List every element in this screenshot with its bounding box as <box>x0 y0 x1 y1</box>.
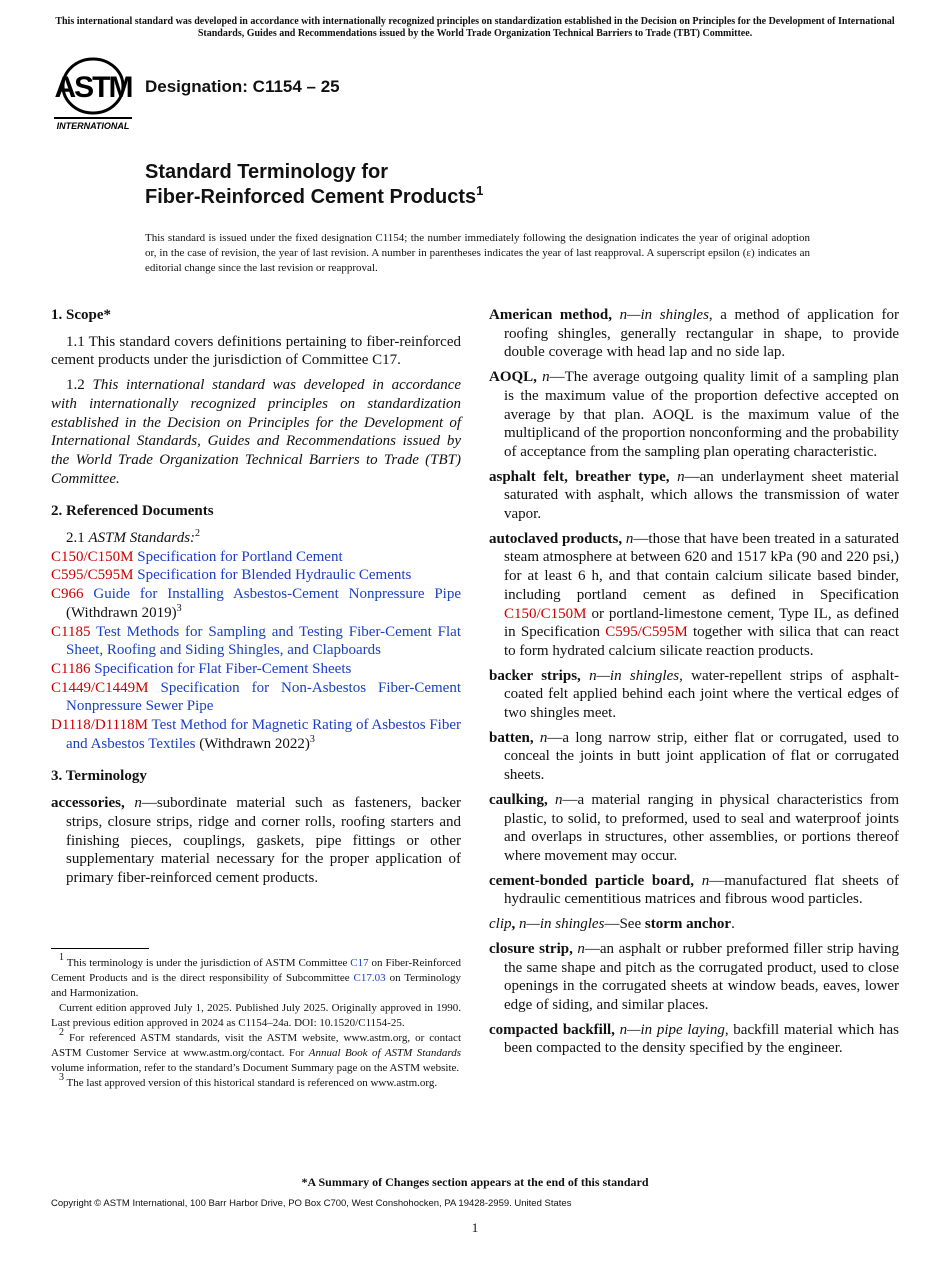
scope-1-2 <box>51 376 461 488</box>
term-aoql <box>489 368 899 462</box>
term-definition: , water-repellent strips of asphalt-coated felt applied behind each joint where the vertical edges of two shingles meet. <box>504 667 899 722</box>
reference-item[interactable] <box>51 585 461 622</box>
reference-title[interactable]: Specification for Non-Asbestos Fiber-Cement Nonpressure Sewer Pipe <box>66 679 462 715</box>
term-definition: —a material ranging in physical characteristics from plastic, to solid, to preformed, used to seal and waterproof joints and overlaps in structures, other assemblies, or portions thereof where movement may occur. <box>504 791 899 864</box>
top-notice: This international standard was developed in accordance with internationally recognized principles on standardization established in the Decision on Principles for the Development of International Standards, Guides and Recommendations issued by the World Trade Organization Technical Barriers to Trade (TBT) Committee. <box>55 16 895 39</box>
term-pos: n <box>701 872 710 889</box>
reference-link[interactable]: C595/C595M <box>605 624 688 641</box>
scope-1-2-num: 1.2 <box>66 377 93 394</box>
term-definition: —an underlayment sheet material saturated with asphalt, which allows the transmission of water vapor. <box>504 468 900 523</box>
scope-heading: 1. Scope* <box>51 307 111 323</box>
reference-code[interactable]: C595/C595M <box>51 567 134 584</box>
term-name: compacted backfill, <box>489 1021 615 1038</box>
logo-text: INTERNATIONAL <box>56 121 130 131</box>
reference-item[interactable] <box>51 566 461 585</box>
term-closure-strip <box>489 940 899 1015</box>
term-context: —in shingles <box>596 667 680 684</box>
terminology-heading: 3. Terminology <box>51 768 147 785</box>
term-pos: n <box>677 468 685 485</box>
footnote-text: volume information, refer to the standard’s Document Summary page on the ASTM website. <box>51 1062 460 1074</box>
reference-item[interactable] <box>51 716 461 753</box>
term-pos: n <box>555 791 563 808</box>
subcommittee-link[interactable]: C17.03 <box>353 972 386 984</box>
committee-link[interactable]: C17 <box>350 957 369 969</box>
term-pos: n <box>542 369 550 386</box>
term-name: AOQL, <box>489 369 537 386</box>
footnote-mark: 3 <box>309 733 315 745</box>
withdrawn-note: (Withdrawn 2022) <box>195 735 310 752</box>
withdrawn-note: (Withdrawn 2019) <box>66 604 177 621</box>
footnote-mark: 2 <box>59 1027 64 1038</box>
footnote-text: For referenced ASTM standards, visit the ASTM website, www.astm.org, or contact ASTM Customer Service at www.astm.org/contact. For <box>51 1032 461 1059</box>
title-footnote-mark: 1 <box>476 183 484 198</box>
footnote-mark: 1 <box>59 952 64 963</box>
term-context: —in shingles <box>627 307 709 323</box>
term-context: —in pipe laying <box>627 1021 725 1038</box>
term-backer-strips <box>489 667 899 723</box>
issue-note: This standard is issued under the fixed designation C1154; the number immediately following the designation indicates the year of original adoption or, in the case of revision, the year of last revision. A number in parentheses indicates the year of last reapproval. A superscript epsilon (ε) indicates an editorial change since the last revision or reapproval. <box>145 232 810 274</box>
term-definition: —The average outgoing quality limit of a sampling plan is the maximum value of the proportion defective accepted on average by that plan. AOQL is the maximum value of the multiplicand of the proportion nonconforming and the probability of acceptance from the sampling plan operating characteristic. <box>504 369 900 460</box>
reference-code[interactable]: C150/C150M <box>51 548 134 565</box>
see-term: storm anchor <box>644 916 732 933</box>
term-asphalt-felt <box>489 468 899 524</box>
reference-title[interactable]: Specification for Blended Hydraulic Cements <box>137 567 412 584</box>
astm-standards-label: ASTM Standards: <box>88 530 196 547</box>
term-batten <box>489 729 899 785</box>
term-pos: n <box>519 916 527 933</box>
footnote-mark: 3 <box>59 1072 64 1083</box>
reference-title[interactable]: Guide for Installing Asbestos-Cement Nonpressure Pipe <box>93 586 462 603</box>
term-caulking <box>489 791 899 866</box>
term-pos: n <box>539 729 548 746</box>
term-definition: —manufactured flat sheets of hydraulic cementitious matrices and fibrous wood particles. <box>504 872 899 908</box>
footnote-text: The last approved version of this historical standard is referenced on www.astm.org. <box>64 1077 438 1089</box>
term-compacted-backfill <box>489 1021 899 1058</box>
term-name: autoclaved products, <box>489 530 623 547</box>
designation: Designation: C1154 – 25 <box>145 77 340 96</box>
footnote-divider <box>51 948 149 949</box>
reference-code[interactable]: C966 <box>51 586 84 603</box>
term-definition: together with silica that can react to form hydrated calcium silicate reaction products. <box>504 624 899 659</box>
reference-code[interactable]: C1185 <box>51 623 91 640</box>
reference-item[interactable] <box>51 660 461 679</box>
summary-of-changes-note: *A Summary of Changes section appears at the end of this standard <box>301 1175 649 1189</box>
term-name: batten, <box>489 729 534 746</box>
term-pos: n <box>577 940 585 957</box>
title-line-2-text: Fiber-Reinforced Cement Products <box>145 186 477 208</box>
term-clip <box>489 915 899 934</box>
reference-title[interactable]: Test Methods for Sampling and Testing Fiber-Cement Flat Sheet, Roofing and Siding Shingles, and Clapboards <box>66 623 461 659</box>
astm-standards-subheading <box>51 529 461 548</box>
term-american-method <box>489 306 899 362</box>
term-pos: n <box>134 795 142 812</box>
term-comma: , <box>511 916 516 933</box>
term-end: . <box>731 916 735 933</box>
footnote-italic: Annual Book of ASTM Standards <box>308 1047 461 1059</box>
footnote-2 <box>51 1027 461 1076</box>
term-name: caulking, <box>489 791 548 808</box>
term-name: backer strips, <box>489 667 581 684</box>
astm-logo <box>52 55 134 131</box>
footnote-text: on Terminology and Harmonization. <box>51 972 462 999</box>
reference-code[interactable]: D1118/D1118M <box>51 717 148 734</box>
reference-item[interactable] <box>51 548 461 567</box>
reference-code[interactable]: C1449/C1449M <box>51 679 149 696</box>
term-name: clip <box>489 916 512 933</box>
term-name: cement-bonded particle board, <box>489 872 695 889</box>
copyright: Copyright © ASTM International, 100 Barr Harbor Drive, PO Box C700, West Conshohocken, PA 19428-2959. United States <box>51 1198 572 1209</box>
term-name: American method, <box>489 307 613 323</box>
term-pos: n <box>619 1021 628 1038</box>
footnote-text: on Fiber-Reinforced Cement Products and is the direct responsibility of Subcommittee <box>51 957 461 984</box>
term-name: accessories, <box>51 795 125 812</box>
referenced-heading: 2. Referenced Documents <box>51 503 214 520</box>
right-column <box>489 306 899 1064</box>
term-definition: —those that have been treated in a saturated steam atmosphere at between 620 and 1517 kPa (90 and 220 psi,) for at least 6 h, and that contain calcium silicate based binder, including portland cement as defined in Specification <box>504 530 899 603</box>
document-title <box>145 160 483 210</box>
title-line-2 <box>145 185 483 210</box>
reference-item[interactable] <box>51 679 461 716</box>
term-definition: —a long narrow strip, either flat or corrugated, used to conceal the joints in butt joint application of flat or corrugated sheets. <box>504 729 900 784</box>
term-definition: or portland-limestone cement, Type IL, as defined in Specification <box>504 605 899 641</box>
term-autoclaved-products <box>489 530 899 661</box>
term-pos: n <box>619 307 628 323</box>
reference-code[interactable]: C1186 <box>51 660 91 677</box>
scope-1-2-text: This international standard was developed in accordance with internationally recognized principles on standardization established in the Decision on Principles for the Development of International Standards, Guides and Recommendations issued by the World Trade Organization Technical Barriers to Trade (TBT) Committee. <box>51 377 462 487</box>
term-definition: , a method of application for roofing shingles, generally rectangular in shape, to provide double coverage with head lap and no side lap. <box>504 307 899 361</box>
footnote-text: This terminology is under the jurisdiction of ASTM Committee <box>64 957 351 969</box>
term-definition: —subordinate material such as fasteners, backer strips, closure strips, ridge and corner rolls, roofing starters and finishing pieces, couplings, gaskets, pipe fittings or other supplementary material necessary for the proper application of primary fiber-reinforced cement products. <box>66 795 461 886</box>
scope-1-1: 1.1 This standard covers definitions pertaining to fiber-reinforced cement products under the jurisdiction of Committee C17. <box>51 333 461 369</box>
astm-standards-num: 2.1 <box>66 530 89 547</box>
reference-link[interactable]: C150/C150M <box>504 605 587 622</box>
reference-title[interactable]: Specification for Portland Cement <box>137 548 343 565</box>
footnote-mark: 3 <box>176 602 182 614</box>
term-cement-bonded-particle-board <box>489 872 899 909</box>
term-name: closure strip, <box>489 940 573 957</box>
page-number: 1 <box>471 1220 479 1235</box>
left-column <box>51 306 461 894</box>
term-definition: —an asphalt or rubber preformed filler strip having the same shape and pitch as the corrugated product, used to close openings in the corrugated sheets at window beads, eaves, lower edge of siding, and similar places. <box>504 940 899 1013</box>
reference-item[interactable] <box>51 623 461 660</box>
term-accessories <box>51 794 461 888</box>
footnote-3 <box>51 1072 461 1091</box>
astm-standards-mark: 2 <box>195 528 201 540</box>
footnotes <box>51 952 462 1091</box>
footnote-current-edition: Current edition approved July 1, 2025. Published July 2025. Originally approved in 1990. Last previous edition approved in 2024 as C1154–24a. DOI: 10.1520/C1154-25. <box>51 1002 461 1029</box>
footnote-1 <box>51 952 462 1001</box>
term-pos: n <box>625 530 634 547</box>
term-definition: , backfill material which has been compacted to the density specified by the engineer. <box>504 1021 899 1057</box>
term-name: asphalt felt, breather type, <box>489 468 670 485</box>
reference-title[interactable]: Specification for Flat Fiber-Cement Sheets <box>94 660 352 677</box>
term-context: —in shingles <box>526 916 605 933</box>
reference-title[interactable]: Test Method for Magnetic Rating of Asbestos Fiber and Asbestos Textiles <box>66 717 461 752</box>
term-pos: n <box>589 667 597 684</box>
svg-text:ASTM: ASTM <box>54 71 132 104</box>
title-line-1: Standard Terminology for <box>145 161 388 183</box>
see-label: —See <box>604 916 645 933</box>
